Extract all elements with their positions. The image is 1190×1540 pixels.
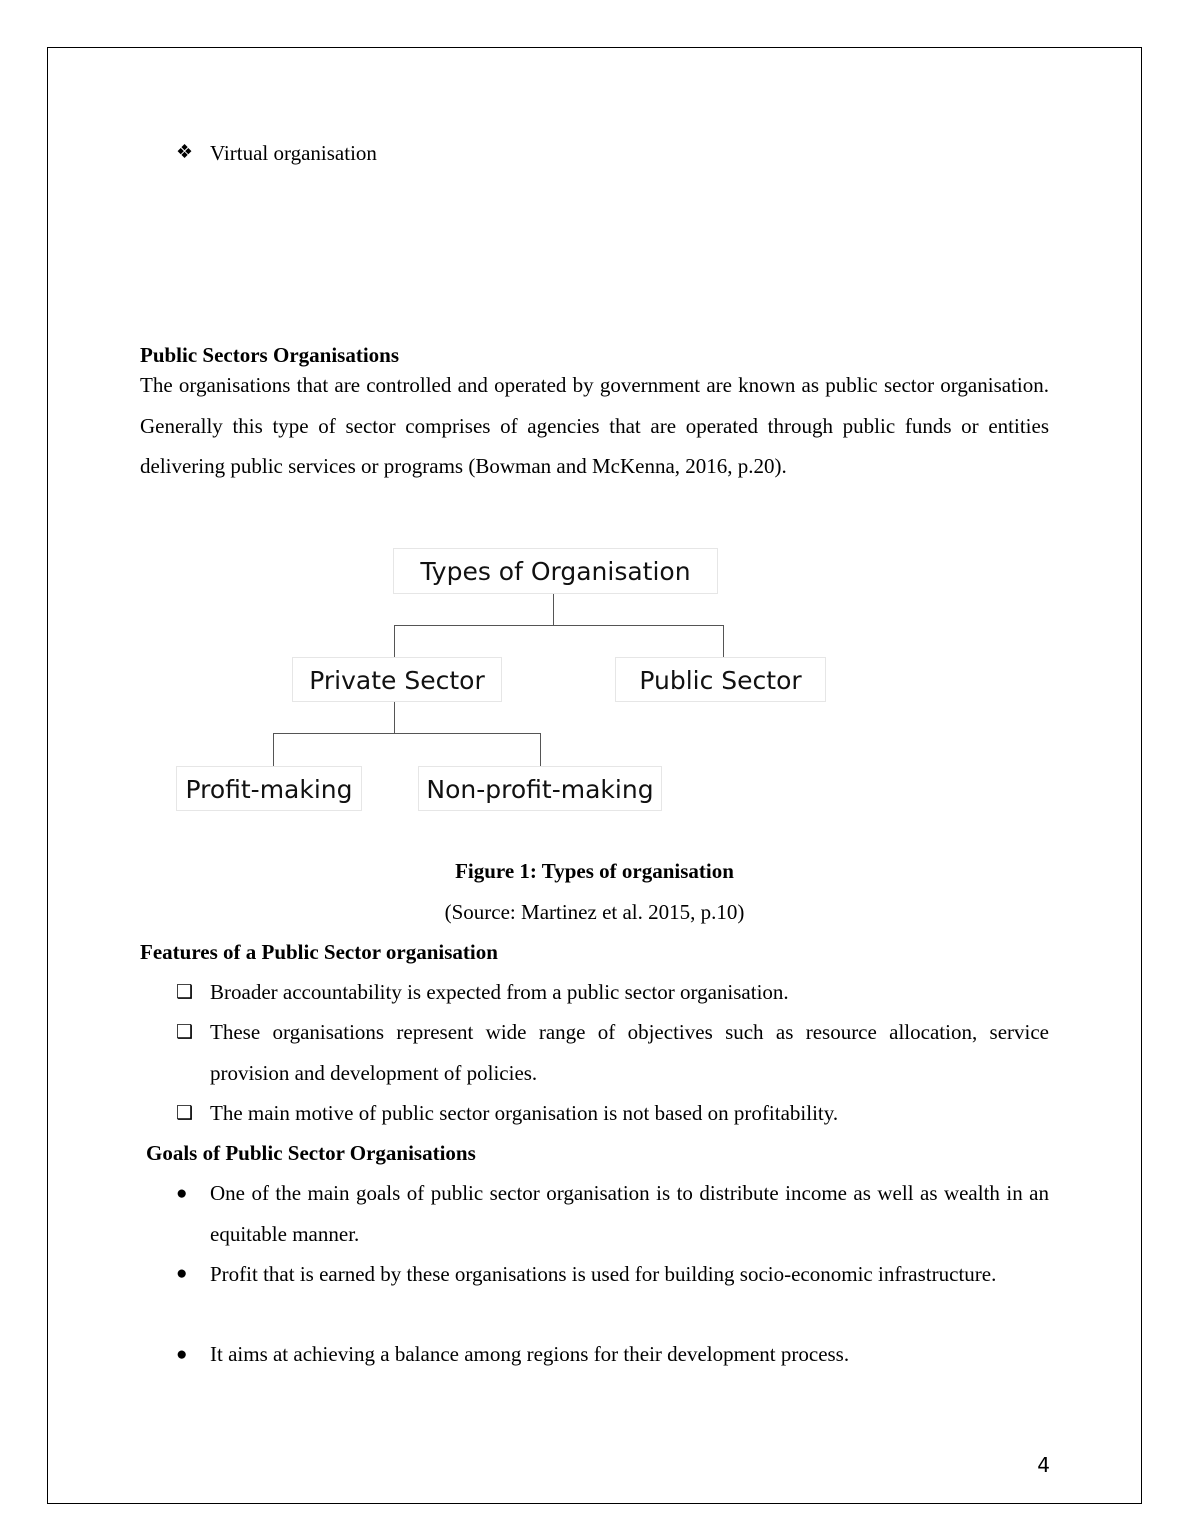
page-number: 4 <box>1037 1453 1050 1477</box>
figure-caption: Figure 1: Types of organisation <box>455 859 734 883</box>
checkbox-bullet-icon: ❑ <box>176 982 194 1003</box>
connector-root-down <box>553 594 554 625</box>
feature-item: The main motive of public sector organisation is not based on profitability. <box>210 1101 839 1125</box>
connector-to-public <box>723 625 724 657</box>
connector-private-down <box>394 702 395 733</box>
round-bullet-icon: ● <box>176 1183 188 1204</box>
goal-item: It aims at achieving a balance among regions for their development process. <box>210 1342 850 1366</box>
goal-item: Profit that is earned by these organisations is used for building socio-economic infrastructure. <box>210 1262 997 1286</box>
feature-item: Broader accountability is expected from a public sector organisation. <box>210 980 789 1004</box>
section-heading-features: Features of a Public Sector organisation <box>140 940 498 964</box>
round-bullet-icon: ● <box>176 1263 188 1284</box>
connector-to-private <box>394 625 395 657</box>
diagram-node-public-sector: Public Sector <box>615 657 826 702</box>
goal-item: One of the main goals of public sector organisation is to distribute income as well as wealth in an equitable manner. <box>210 1181 1049 1246</box>
feature-item: These organisations represent wide range of objectives such as resource allocation, service provision and development of policies. <box>210 1020 1049 1085</box>
connector-private-horizontal <box>273 733 541 734</box>
section-heading-goals: Goals of Public Sector Organisations <box>146 1141 476 1165</box>
checkbox-bullet-icon: ❑ <box>176 1103 194 1124</box>
diagram-node-non-profit-making: Non-profit-making <box>418 766 662 811</box>
diagram-node-profit-making: Profit-making <box>176 766 362 811</box>
checkbox-bullet-icon: ❑ <box>176 1022 194 1043</box>
diamond-bullet-icon: ❖ <box>176 142 194 163</box>
list-item-virtual-organisation: Virtual organisation <box>210 141 377 165</box>
connector-to-non-profit <box>540 733 541 766</box>
diagram-node-root: Types of Organisation <box>393 548 718 594</box>
connector-root-horizontal <box>394 625 724 626</box>
section-heading-public-sector: Public Sectors Organisations <box>140 343 400 367</box>
figure-source: (Source: Martinez et al. 2015, p.10) <box>444 900 745 924</box>
round-bullet-icon: ● <box>176 1344 188 1365</box>
diagram-node-private-sector: Private Sector <box>292 657 502 702</box>
public-sector-paragraph: The organisations that are controlled and operated by government are known as public sector organisation. Generally this type of sector comprises of agencies that are operated through public funds or entities delivering public services or programs (Bowman and McKenna, 2016, p.20). <box>140 373 1049 478</box>
connector-to-profit <box>273 733 274 766</box>
